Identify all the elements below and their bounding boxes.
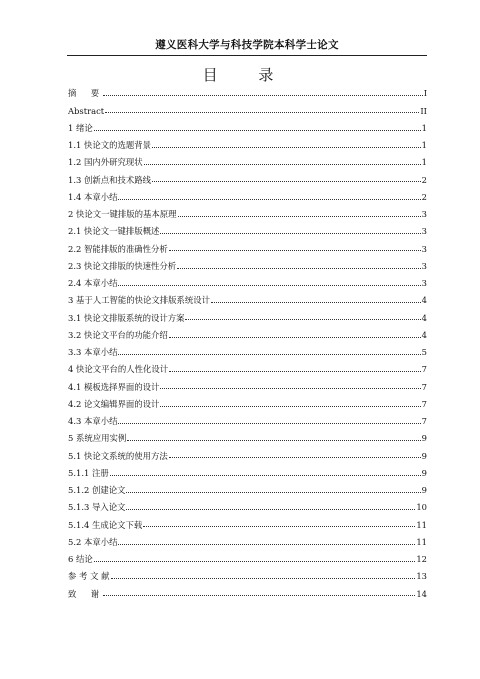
toc-entry-page: 3 <box>421 209 427 220</box>
toc-entry[interactable] <box>68 499 427 516</box>
running-header: 遵义医科大学与科技学院本科学士论文 <box>155 39 339 51</box>
dot-leader <box>169 457 421 458</box>
toc-entry-page: 10 <box>416 502 427 513</box>
toc-entry-label: 5.1 快论文系统的使用方法 <box>68 450 168 461</box>
toc-entry-label: 3.1 快论文排版系统的设计方案 <box>68 312 185 323</box>
toc-entry-label: 1.2 国内外研究现状 <box>68 157 143 168</box>
dot-leader <box>110 475 421 476</box>
toc-entry-label: 3 基于人工智能的快论文排版系统设计 <box>68 295 210 306</box>
dot-leader <box>118 423 420 424</box>
dot-leader <box>185 319 420 320</box>
toc-entry-label: 2.4 本章小结 <box>68 278 118 289</box>
toc-entry-page: 4 <box>421 295 427 306</box>
toc-entry-page: 9 <box>421 467 427 478</box>
toc-entry-page: 14 <box>416 588 427 599</box>
dot-leader <box>103 95 423 96</box>
dot-leader <box>126 509 415 510</box>
toc-entry[interactable] <box>68 154 427 171</box>
toc-entry-label: 2.3 快论文排版的快速性分析 <box>68 260 177 271</box>
toc-entry[interactable] <box>68 292 427 309</box>
toc-entry-page: 2 <box>421 191 427 202</box>
toc-entry-label: Abstract <box>68 105 105 116</box>
toc-entry-label: 摘 要 <box>68 88 103 99</box>
dot-leader <box>105 112 419 113</box>
toc-entry-label: 4.1 模板选择界面的设计 <box>68 381 160 392</box>
dot-leader <box>111 578 416 579</box>
toc-entry-label: 1 绪论 <box>68 122 93 133</box>
toc-entry[interactable] <box>68 396 427 413</box>
toc-entry-page: 11 <box>416 536 427 547</box>
toc-entry[interactable] <box>68 258 427 275</box>
toc-entry-page: 4 <box>421 312 427 323</box>
dot-leader <box>178 216 421 217</box>
toc-entry[interactable] <box>68 327 427 344</box>
toc-entry-page: 1 <box>421 157 427 168</box>
dot-leader <box>160 406 420 407</box>
dot-leader <box>169 337 421 338</box>
dot-leader <box>144 164 421 165</box>
toc-entry-label: 参 考 文 献 <box>68 571 110 582</box>
dot-leader <box>169 250 421 251</box>
toc-entry[interactable] <box>68 413 427 430</box>
toc-entry-label: 3.2 快论文平台的功能介绍 <box>68 329 168 340</box>
toc-entry[interactable] <box>68 120 427 137</box>
toc-entry-page: II <box>420 105 427 116</box>
toc-entry-page: 1 <box>421 122 427 133</box>
dot-leader <box>126 492 420 493</box>
table-of-contents <box>68 85 427 603</box>
toc-entry-page: 3 <box>421 243 427 254</box>
toc-entry-page: 12 <box>416 554 427 565</box>
dot-leader <box>211 302 421 303</box>
toc-entry-page: 2 <box>421 174 427 185</box>
toc-entry-page: 7 <box>421 381 427 392</box>
toc-entry[interactable] <box>68 585 427 602</box>
toc-entry[interactable] <box>68 206 427 223</box>
toc-entry[interactable] <box>68 378 427 395</box>
toc-entry-label: 6 结论 <box>68 554 93 565</box>
toc-entry-page: I <box>423 88 427 99</box>
toc-entry-label: 1.4 本章小结 <box>68 191 118 202</box>
toc-entry-page: 4 <box>421 329 427 340</box>
toc-entry-label: 4.2 论文编辑界面的设计 <box>68 398 160 409</box>
toc-title: 目 录 <box>202 66 292 84</box>
header-rule <box>67 55 427 56</box>
toc-entry-page: 5 <box>421 347 427 358</box>
toc-entry-label: 5 系统应用实例 <box>68 433 127 444</box>
toc-entry-label: 5.1.3 导入论文 <box>68 502 126 513</box>
toc-entry-label: 致 谢 <box>68 588 103 599</box>
toc-entry[interactable] <box>68 516 427 533</box>
dot-leader <box>160 388 420 389</box>
toc-entry-label: 5.1.1 注册 <box>68 467 109 478</box>
dot-leader <box>160 233 420 234</box>
dot-leader <box>118 544 415 545</box>
dot-leader <box>127 440 420 441</box>
dot-leader <box>103 595 415 596</box>
toc-entry[interactable] <box>68 551 427 568</box>
toc-entry[interactable] <box>68 482 427 499</box>
toc-entry[interactable] <box>68 465 427 482</box>
toc-entry-page: 3 <box>421 260 427 271</box>
toc-entry-label: 2 快论文一键排版的基本原理 <box>68 209 177 220</box>
toc-entry-label: 3.3 本章小结 <box>68 347 118 358</box>
dot-leader <box>94 130 421 131</box>
toc-entry-page: 11 <box>416 519 427 530</box>
toc-entry-page: 13 <box>416 571 427 582</box>
toc-entry[interactable] <box>68 240 427 257</box>
toc-entry[interactable] <box>68 447 427 464</box>
dot-leader <box>169 371 421 372</box>
toc-entry-label: 5.1.2 创建论文 <box>68 485 126 496</box>
toc-entry-page: 7 <box>421 416 427 427</box>
toc-entry[interactable] <box>68 534 427 551</box>
toc-entry[interactable] <box>68 309 427 326</box>
toc-entry[interactable] <box>68 137 427 154</box>
toc-entry-label: 1.3 创新点和技术路线 <box>68 174 151 185</box>
toc-entry-page: 3 <box>421 278 427 289</box>
toc-entry[interactable] <box>68 171 427 188</box>
dot-leader <box>118 285 420 286</box>
toc-entry[interactable] <box>68 102 427 119</box>
toc-entry-page: 9 <box>421 485 427 496</box>
toc-entry-label: 5.2 本章小结 <box>68 536 118 547</box>
toc-entry-page: 1 <box>421 140 427 151</box>
toc-entry-label: 2.2 智能排版的准确性分析 <box>68 243 168 254</box>
dot-leader <box>152 147 421 148</box>
toc-entry[interactable] <box>68 189 427 206</box>
dot-leader <box>118 354 420 355</box>
toc-entry-page: 7 <box>421 364 427 375</box>
dot-leader <box>152 181 421 182</box>
toc-entry[interactable] <box>68 430 427 447</box>
dot-leader <box>94 561 416 562</box>
toc-entry[interactable] <box>68 568 427 585</box>
toc-entry[interactable] <box>68 85 427 102</box>
toc-entry-label: 1.1 快论文的选题背景 <box>68 140 151 151</box>
toc-entry-page: 9 <box>421 450 427 461</box>
toc-entry[interactable] <box>68 344 427 361</box>
toc-entry-page: 9 <box>421 433 427 444</box>
toc-entry-page: 3 <box>421 226 427 237</box>
toc-entry-label: 2.1 快论文一键排版概述 <box>68 226 160 237</box>
toc-entry[interactable] <box>68 223 427 240</box>
dot-leader <box>118 199 420 200</box>
toc-entry-page: 7 <box>421 398 427 409</box>
toc-entry-label: 5.1.4 生成论文下载 <box>68 519 143 530</box>
dot-leader <box>143 526 415 527</box>
toc-entry-label: 4.3 本章小结 <box>68 416 118 427</box>
dot-leader <box>177 268 421 269</box>
toc-entry[interactable] <box>68 361 427 378</box>
toc-entry[interactable] <box>68 275 427 292</box>
toc-entry-label: 4 快论文平台的人性化设计 <box>68 364 169 375</box>
